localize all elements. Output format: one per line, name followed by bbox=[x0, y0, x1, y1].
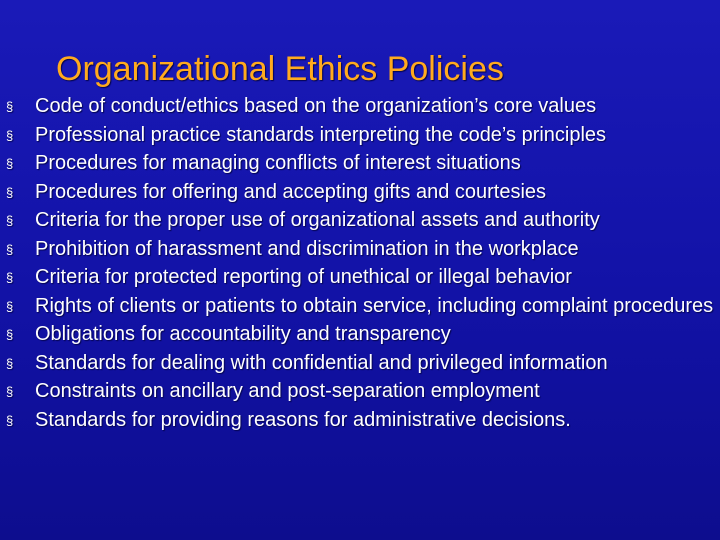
bullet-icon: § bbox=[6, 327, 14, 342]
list-item-text: Constraints on ancillary and post-separation employment bbox=[35, 380, 540, 402]
bullet-list bbox=[4, 95, 716, 437]
bullet-icon: § bbox=[6, 384, 14, 399]
list-item-text: Professional practice standards interpreting the code’s principles bbox=[35, 123, 607, 146]
bullet-icon: § bbox=[6, 156, 14, 171]
slide-title: Organizational Ethics Policies bbox=[56, 49, 504, 88]
list-item bbox=[4, 352, 716, 375]
bullet-icon: § bbox=[6, 241, 14, 257]
bullet-icon: § bbox=[6, 213, 14, 228]
bullet-icon: § bbox=[6, 298, 14, 314]
list-item-text: Procedures for managing conflicts of interest situations bbox=[35, 152, 521, 174]
list-item-text: Standards for providing reasons for administrative decisions. bbox=[35, 408, 571, 431]
bullet-icon: § bbox=[6, 184, 14, 200]
bullet-icon: § bbox=[6, 355, 14, 371]
list-item-text: Standards for dealing with confidential and privileged information bbox=[35, 351, 608, 374]
list-item bbox=[4, 238, 716, 261]
list-item-text: Prohibition of harassment and discrimination in the workplace bbox=[35, 237, 579, 260]
list-item bbox=[4, 152, 716, 175]
list-item bbox=[4, 380, 716, 403]
list-item bbox=[4, 209, 716, 232]
list-item bbox=[4, 95, 716, 118]
bullet-icon: § bbox=[6, 99, 14, 114]
list-item-text: Procedures for offering and accepting gifts and courtesies bbox=[35, 180, 547, 203]
list-item-text: Rights of clients or patients to obtain service, including complaint procedures bbox=[35, 294, 714, 317]
bullet-icon: § bbox=[6, 127, 14, 143]
list-item-text: Obligations for accountability and transparency bbox=[35, 323, 451, 345]
list-item bbox=[4, 295, 716, 318]
list-item bbox=[4, 266, 716, 289]
list-item-text: Criteria for protected reporting of unethical or illegal behavior bbox=[35, 266, 572, 288]
list-item bbox=[4, 409, 716, 432]
list-item-text: Criteria for the proper use of organizational assets and authority bbox=[35, 209, 600, 231]
bullet-icon: § bbox=[6, 270, 14, 285]
list-item bbox=[4, 124, 716, 147]
bullet-icon: § bbox=[6, 412, 14, 428]
list-item-text: Code of conduct/ethics based on the organization’s core values bbox=[35, 95, 597, 117]
list-item bbox=[4, 181, 716, 204]
list-item bbox=[4, 323, 716, 346]
